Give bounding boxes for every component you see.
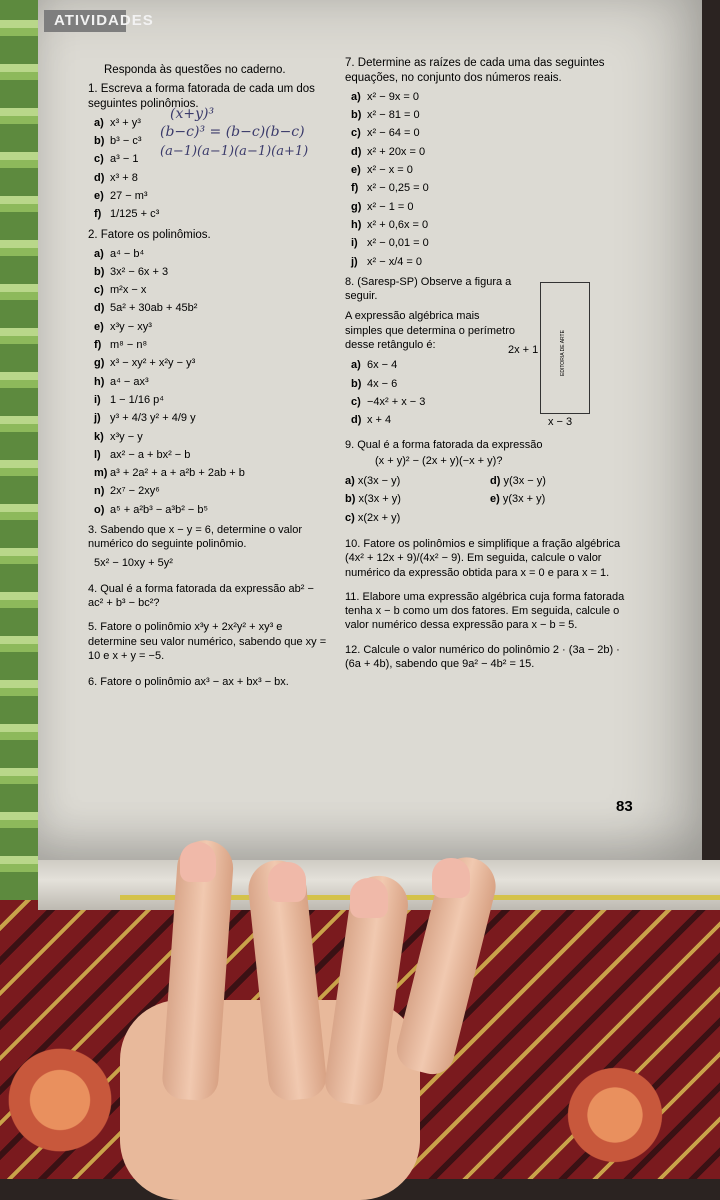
- book-spine: [0, 0, 40, 900]
- list-item: e) x² − x = 0: [351, 164, 413, 177]
- list-item: i) 1 − 1/16 p⁴: [94, 393, 164, 406]
- question-9-text: 9. Qual é a forma fatorada da expressão: [345, 438, 543, 451]
- list-item: b) x² − 81 = 0: [351, 109, 420, 122]
- list-item: e) 27 − m³: [94, 190, 148, 202]
- list-item: f) x² − 0,25 = 0: [351, 182, 429, 195]
- question-7: [345, 56, 635, 269]
- figure-credit: EDITORIA DE ARTE: [560, 330, 566, 376]
- rectangle-width-label: x − 3: [548, 416, 573, 428]
- question-6-text: 6. Fatore o polinômio ax³ − ax + bx³ − bx.: [88, 676, 289, 689]
- list-item: b) x(3x + y): [345, 493, 401, 506]
- list-item: a) a⁴ − b⁴: [94, 247, 145, 260]
- question-6: [88, 675, 328, 689]
- question-11: [345, 590, 635, 633]
- question-5-text: 5. Fatore o polinômio x³y + 2x²y² + xy³ e determine seu valor numérico, sabendo que xy = 10 e x + y = −5.: [88, 621, 327, 663]
- question-5: [88, 620, 328, 663]
- question-3: [88, 523, 328, 570]
- rectangle-height-label: 2x + 1: [508, 344, 539, 356]
- list-item: o) a⁵ + a²b³ − a³b² − b⁵: [94, 503, 209, 516]
- list-item: c) −4x² + x − 3: [351, 395, 426, 408]
- right-column: [345, 56, 635, 677]
- fingernail: [180, 842, 216, 882]
- list-item: c) x² − 64 = 0: [351, 127, 420, 140]
- handwriting-b: (b−c)³ = (b−c)(b−c): [160, 124, 305, 140]
- list-item: k) x³y − y: [94, 430, 143, 443]
- question-7-text: 7. Determine as raízes de cada uma das seguintes equações, no conjunto dos números reais.: [345, 57, 605, 84]
- list-item: c) a³ − 1: [94, 153, 139, 166]
- question-4: [88, 582, 328, 611]
- list-item: d) x² + 20x = 0: [351, 145, 426, 158]
- intro-text: Responda às questões no caderno.: [104, 64, 286, 76]
- question-8-text: A expressão algébrica mais simples que determina o perímetro desse retângulo é:: [345, 310, 515, 352]
- rug-flower: [560, 1060, 670, 1170]
- list-item: a) 6x − 4: [351, 359, 398, 372]
- question-8-source: 8. (Saresp-SP) Observe a figura a seguir.: [345, 275, 512, 303]
- list-item: a) x² − 9x = 0: [351, 90, 419, 103]
- fingernail: [350, 878, 388, 918]
- list-item: h) x² + 0,6x = 0: [351, 218, 429, 231]
- list-item: b) b³ − c³: [94, 135, 142, 148]
- list-item: d) x + 4: [351, 414, 392, 427]
- list-item: d) x³ + 8: [94, 171, 138, 184]
- list-item: c) x(2x + y): [345, 511, 401, 524]
- section-badge: ATIVIDADES: [44, 10, 126, 32]
- list-item: d) y(3x − y): [490, 475, 546, 488]
- list-item: n) 2x⁷ − 2xy⁶: [94, 485, 160, 498]
- question-9-options: [345, 474, 635, 529]
- list-item: c) m²x − x: [94, 284, 147, 297]
- list-item: f) 1/125 + c³: [94, 208, 160, 221]
- fingernail: [432, 858, 470, 898]
- list-item: a) x(3x − y): [345, 475, 401, 488]
- question-4-text: 4. Qual é a forma fatorada da expressão ab² − ac² + b³ − bc²?: [88, 582, 314, 610]
- list-item: e) x³y − xy³: [94, 320, 152, 333]
- question-2: [88, 228, 328, 517]
- question-3-text: 3. Sabendo que x − y = 6, determine o valor numérico do seguinte polinômio.: [88, 523, 303, 551]
- list-item: l) ax² − a + bx² − b: [94, 448, 191, 461]
- question-9: [345, 438, 635, 529]
- list-item: g) x³ − xy² + x²y − y³: [94, 357, 196, 370]
- list-item: g) x² − 1 = 0: [351, 200, 414, 213]
- fingernail: [268, 862, 306, 902]
- question-8: [345, 275, 515, 428]
- question-10-text: 10. Fatore os polinômios e simplifique a fração algébrica (4x² + 12x + 9)/(4x² − 9). Em seguida, calcule o valor numérico da expressão obtida para x = 0 e para x = 1.: [345, 538, 621, 579]
- rug-flower: [0, 1040, 120, 1160]
- page-number: 83: [616, 798, 633, 815]
- question-1-text: 1. Escreva a forma fatorada de cada um dos seguintes polinômios.: [88, 82, 315, 110]
- handwriting-c: (a−1)(a−1)(a−1)(a+1): [160, 144, 309, 159]
- question-11-text: 11. Elabore uma expressão algébrica cuja forma fatorada tenha x − b como um dos fatores. Em seguida, calcule o valor numérico dessa expressão para x − b = 5.: [345, 590, 625, 632]
- list-item: b) 4x − 6: [351, 377, 398, 390]
- list-item: f) m⁸ − n⁸: [94, 339, 148, 352]
- handwriting-a: (x+y)³: [170, 106, 215, 122]
- list-item: j) y³ + 4/3 y² + 4/9 y: [94, 412, 196, 425]
- list-item: i) x² − 0,01 = 0: [351, 237, 429, 250]
- question-9-expr: (x + y)² − (2x + y)(−x + y)?: [375, 454, 503, 467]
- list-item: e) y(3x + y): [490, 493, 546, 506]
- list-item: a) x³ + y³: [94, 116, 141, 129]
- list-item: h) a⁴ − ax³: [94, 375, 149, 388]
- list-item: d) 5a² + 30ab + 45b²: [94, 302, 198, 315]
- question-12: [345, 643, 635, 672]
- question-10: [345, 537, 635, 580]
- list-item: j) x² − x/4 = 0: [351, 255, 423, 268]
- question-2-text: 2. Fatore os polinômios.: [88, 228, 211, 241]
- question-12-text: 12. Calcule o valor numérico do polinômio 2 · (3a − 2b) · (6a + 4b), sabendo que 9a² − 4b² = 15.: [345, 643, 620, 671]
- list-item: m) a³ + 2a² + a + a²b + 2ab + b: [94, 467, 245, 480]
- question-3-expr: 5x² − 10xy + 5y²: [94, 556, 173, 569]
- list-item: b) 3x² − 6x + 3: [94, 265, 169, 278]
